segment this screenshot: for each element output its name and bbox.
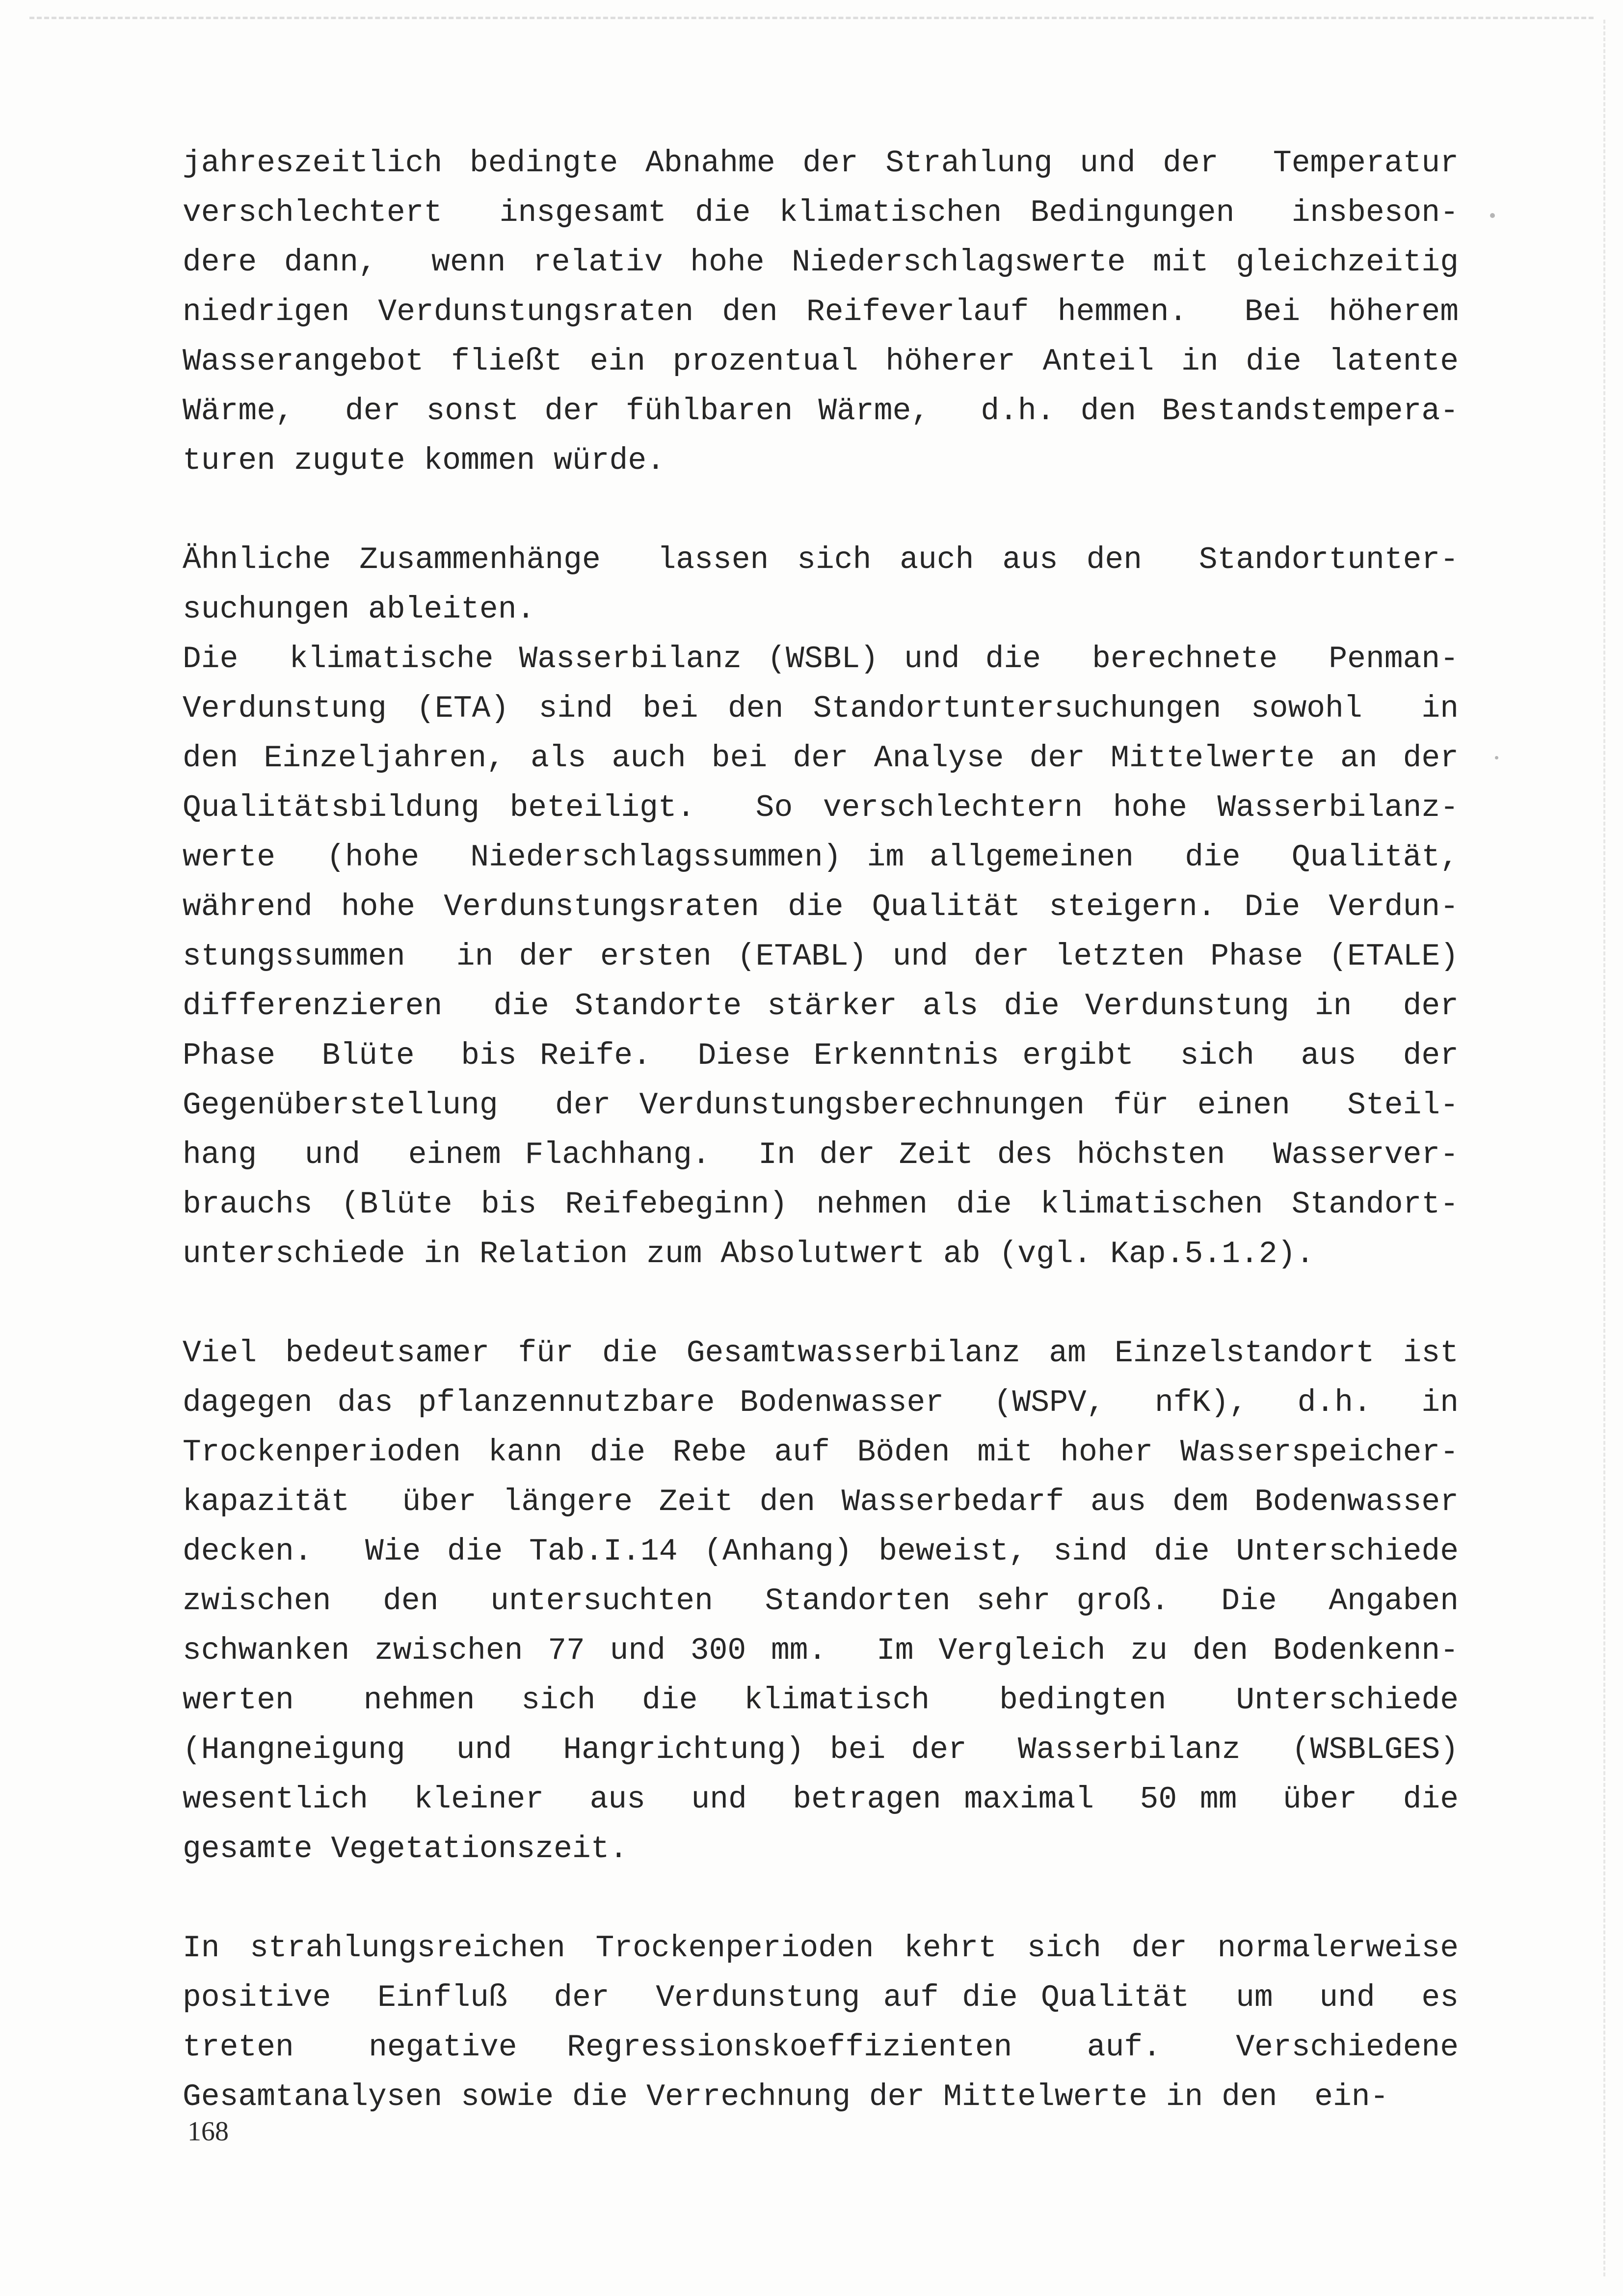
text-line: niedrigen Verdunstungsraten den Reifeverlauf hemmen. Bei höherem xyxy=(183,295,1459,329)
text-line: während hohe Verdunstungsraten die Qualität steigern. Die Verdun- xyxy=(183,890,1459,924)
text-line: (Hangneigung und Hangrichtung) bei der Wasserbilanz (WSBLGES) xyxy=(183,1732,1459,1767)
text-line: verschlechtert insgesamt die klimatischen Bedingungen insbeson- xyxy=(183,195,1459,230)
text-line: Viel bedeutsamer für die Gesamtwasserbilanz am Einzelstandort ist xyxy=(183,1336,1459,1371)
scan-speck xyxy=(1495,756,1498,759)
page-number: 168 xyxy=(187,2116,229,2147)
paragraph xyxy=(183,1328,1459,1874)
text-line: brauchs (Blüte bis Reifebeginn) nehmen die klimatischen Standort- xyxy=(183,1187,1459,1222)
text-line: gesamte Vegetationszeit. xyxy=(183,1832,628,1866)
text-line: Die klimatische Wasserbilanz (WSBL) und die berechnete Penman- xyxy=(183,642,1459,676)
text-line: jahreszeitlich bedingte Abnahme der Strahlung und der Temperatur xyxy=(183,146,1459,181)
text-line: werte (hohe Niederschlagssummen) im allgemeinen die Qualität, xyxy=(183,840,1459,875)
paragraph xyxy=(183,535,1459,1279)
scan-speck xyxy=(1490,213,1495,218)
text-line: Ähnliche Zusammenhänge lassen sich auch aus den Standortunter- xyxy=(183,542,1459,577)
paragraph-gap xyxy=(183,1279,1459,1328)
text-line: kapazität über längere Zeit den Wasserbedarf aus dem Bodenwasser xyxy=(183,1485,1459,1519)
text-line: In strahlungsreichen Trockenperioden kehrt sich der normalerweise xyxy=(183,1931,1459,1966)
text-line: Gegenüberstellung der Verdunstungsberechnungen für einen Steil- xyxy=(183,1088,1459,1123)
text-line: werten nehmen sich die klimatisch bedingten Unterschiede xyxy=(183,1683,1459,1718)
text-line: hang und einem Flachhang. In der Zeit des höchsten Wasserver- xyxy=(183,1137,1459,1172)
text-line: differenzieren die Standorte stärker als die Verdunstung in der xyxy=(183,989,1459,1024)
text-line: Trockenperioden kann die Rebe auf Böden mit hoher Wasserspeicher- xyxy=(183,1435,1459,1470)
text-line: turen zugute kommen würde. xyxy=(183,443,665,478)
text-line: stungssummen in der ersten (ETABL) und der letzten Phase (ETALE) xyxy=(183,939,1459,974)
text-line: dere dann, wenn relativ hohe Niederschlagswerte mit gleichzeitig xyxy=(183,245,1459,280)
paragraph xyxy=(183,138,1459,486)
text-line: wesentlich kleiner aus und betragen maximal 50 mm über die xyxy=(183,1782,1459,1817)
text-line: Verdunstung (ETA) sind bei den Standortuntersuchungen sowohl in xyxy=(183,691,1459,726)
text-line: treten negative Regressionskoeffizienten auf. Verschiedene xyxy=(183,2030,1459,2065)
text-line: Wasserangebot fließt ein prozentual höherer Anteil in die latente xyxy=(183,344,1459,379)
paragraph-gap xyxy=(183,486,1459,535)
text-line: unterschiede in Relation zum Absolutwert ab (vgl. Kap.5.1.2). xyxy=(183,1237,1315,1271)
text-line: Phase Blüte bis Reife. Diese Erkenntnis ergibt sich aus der xyxy=(183,1038,1459,1073)
text-line: positive Einfluß der Verdunstung auf die Qualität um und es xyxy=(183,1980,1459,2015)
text-line: Gesamtanalysen sowie die Verrechnung der Mittelwerte in den ein- xyxy=(183,2080,1389,2114)
scan-edge-right xyxy=(1603,20,1605,2276)
text-line: suchungen ableiten. xyxy=(183,592,535,627)
document-page xyxy=(183,138,1459,2122)
text-line: zwischen den untersuchten Standorten sehr groß. Die Angaben xyxy=(183,1584,1459,1619)
text-line: decken. Wie die Tab.I.14 (Anhang) beweist, sind die Unterschiede xyxy=(183,1534,1459,1569)
text-line: den Einzeljahren, als auch bei der Analyse der Mittelwerte an der xyxy=(183,741,1459,776)
text-line: schwanken zwischen 77 und 300 mm. Im Vergleich zu den Bodenkenn- xyxy=(183,1633,1459,1668)
text-line: Qualitätsbildung beteiligt. So verschlechtern hohe Wasserbilanz- xyxy=(183,790,1459,825)
text-line: dagegen das pflanzennutzbare Bodenwasser (WSPV, nfK), d.h. in xyxy=(183,1385,1459,1420)
paragraph xyxy=(183,1923,1459,2122)
scan-edge-top xyxy=(29,17,1594,19)
paragraph-gap xyxy=(183,1874,1459,1923)
text-line: Wärme, der sonst der fühlbaren Wärme, d.h. den Bestandstempera- xyxy=(183,394,1459,429)
